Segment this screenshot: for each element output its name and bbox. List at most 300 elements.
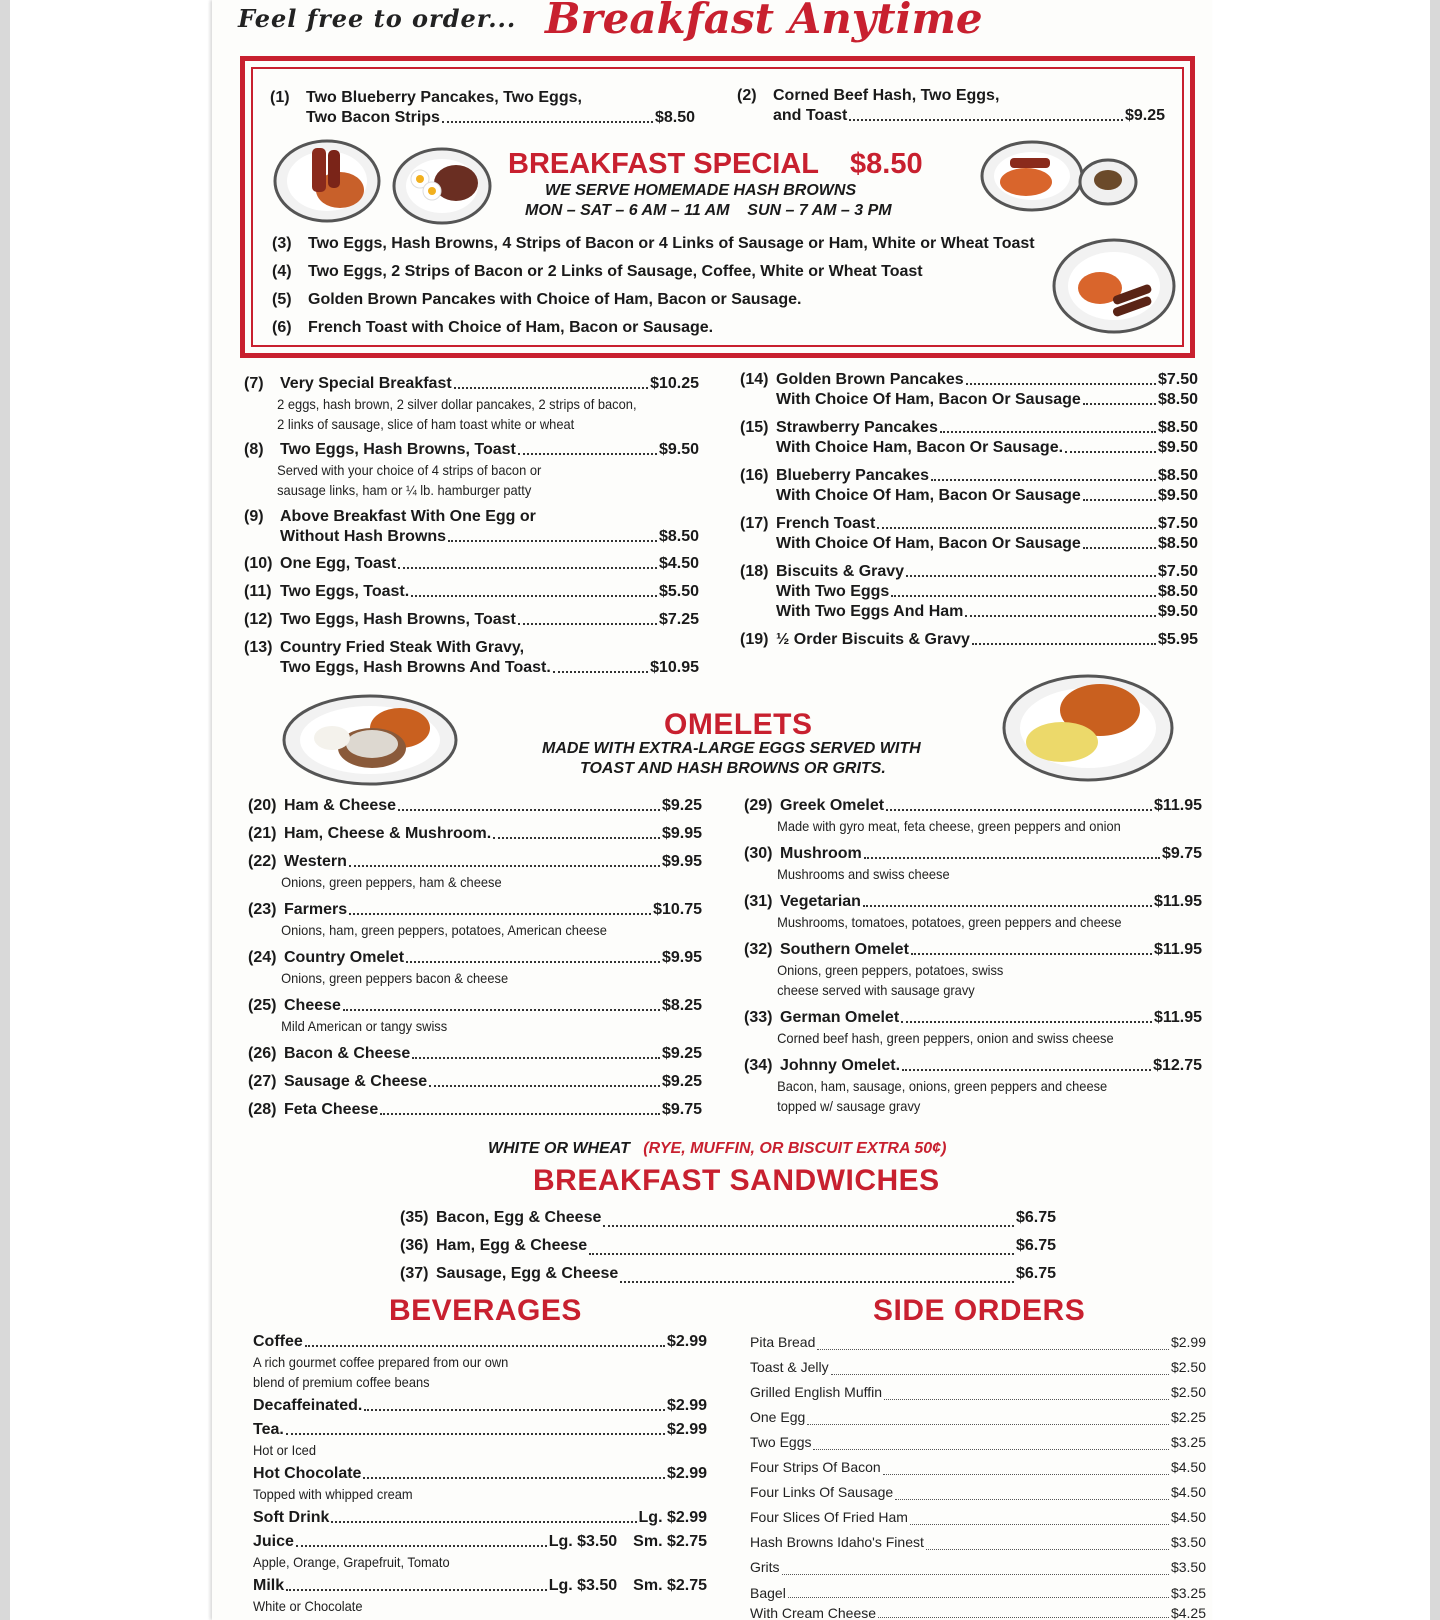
item-price: $6.75	[1015, 1237, 1056, 1254]
menu-line: White or Chocolate	[253, 1598, 363, 1614]
dot-leader	[910, 1521, 1169, 1525]
item-number: (36)	[400, 1237, 429, 1254]
item-name: Farmers	[284, 901, 348, 918]
item-price: $7.50	[1157, 371, 1198, 388]
dot-leader	[926, 1546, 1169, 1550]
item-price: $10.95	[650, 659, 699, 676]
menu-line	[253, 1420, 707, 1440]
item-name: Mushroom	[780, 845, 862, 862]
menu-line	[253, 1332, 707, 1352]
dot-leader	[966, 381, 1156, 385]
menu-line: Served with your choice of 4 strips of bacon or	[277, 462, 542, 478]
menu-line	[253, 1576, 707, 1596]
menu-line	[248, 1072, 702, 1092]
list-item: Grits $3.50	[750, 1559, 1206, 1575]
item-price: $11.95	[1153, 797, 1202, 814]
menu-line	[244, 638, 699, 658]
item-number: (14)	[740, 371, 769, 388]
item-name: Juice	[253, 1533, 294, 1550]
item-price: $5.95	[1157, 631, 1198, 648]
item-price: $7.50	[1157, 515, 1198, 532]
item-name: Two Eggs, Hash Browns, Toast	[280, 611, 516, 628]
item-number: (10)	[244, 555, 273, 572]
sandwich-note: WHITE OR WHEAT (RYE, MUFFIN, OR BISCUIT EXTRA 50¢)	[488, 1140, 947, 1157]
list-item: Bagel $3.25	[750, 1585, 1206, 1601]
list-item	[400, 1204, 1056, 1232]
dot-leader	[286, 1587, 547, 1591]
item-name: Above Breakfast With One Egg or	[280, 508, 536, 525]
dot-leader	[364, 1407, 665, 1411]
item-price: Lg. $3.50	[548, 1533, 618, 1550]
item-name: Ham, Cheese & Mushroom.	[284, 825, 492, 842]
item-name: Strawberry Pancakes	[776, 419, 938, 436]
list-item	[272, 258, 1072, 286]
item-name: Cheese	[284, 997, 341, 1014]
menu-line	[740, 514, 1198, 534]
item-number: (2)	[737, 87, 757, 104]
dot-leader	[286, 1431, 665, 1435]
item-name: Coffee	[253, 1333, 303, 1350]
item-price: $9.25	[661, 1073, 702, 1090]
menu-line	[248, 852, 702, 872]
item-price: $11.95	[1153, 941, 1202, 958]
dot-leader	[398, 807, 660, 811]
menu-line	[244, 582, 699, 602]
item-price: $6.75	[1015, 1209, 1056, 1226]
item-name: Ham & Cheese	[284, 797, 397, 814]
item-name: Two Eggs, 2 Strips of Bacon or 2 Links of Sausage, Coffee, White or Wheat Toast	[308, 263, 923, 280]
item-name: and Toast	[773, 107, 848, 124]
dot-leader	[589, 1251, 1014, 1255]
item-name: Two Eggs, Hash Browns, Toast	[280, 441, 516, 458]
item-price: $9.50	[658, 441, 699, 458]
item-price: $12.75	[1153, 1057, 1202, 1074]
special-hours: MON – SAT – 6 AM – 11 AM SUN – 7 AM – 3 PM	[525, 202, 892, 219]
item-price: $4.50	[658, 555, 699, 572]
list-item: Pita Bread $2.99	[750, 1334, 1206, 1350]
item-price: Sm. $2.75	[633, 1577, 707, 1594]
item-number: (25)	[248, 997, 277, 1014]
bacon-plate-image	[980, 138, 1140, 216]
steak-plate-image	[280, 692, 460, 788]
menu-line: Onions, green peppers, ham & cheese	[281, 874, 502, 890]
item-number: (1)	[270, 89, 290, 106]
item-price: $9.75	[661, 1101, 702, 1118]
dot-leader	[1083, 401, 1156, 405]
side-orders-list	[750, 1330, 1206, 1620]
menu-line: With Choice Of Ham, Bacon Or Sausage $8.50	[776, 535, 1198, 552]
item-name: Two Blueberry Pancakes, Two Eggs,	[306, 89, 582, 106]
item-name: Biscuits & Gravy	[776, 563, 905, 580]
item-number: (33)	[744, 1009, 773, 1026]
menu-line	[244, 507, 699, 527]
item-price: Lg. $3.50	[548, 1577, 618, 1594]
menu-line: A rich gourmet coffee prepared from our own	[253, 1354, 509, 1370]
dot-leader	[1083, 497, 1156, 501]
menu-line: Hot or Iced	[253, 1442, 317, 1458]
menu-line: Onions, ham, green peppers, potatoes, American cheese	[281, 922, 607, 938]
menu-line: topped w/ sausage gravy	[777, 1098, 921, 1114]
list-item: With Cream Cheese $4.25	[750, 1605, 1206, 1620]
menu-line	[248, 900, 702, 920]
item-number: (7)	[244, 375, 264, 392]
dot-leader	[807, 1421, 1169, 1425]
dot-leader	[863, 903, 1152, 907]
menu-line	[244, 658, 699, 678]
dot-leader	[363, 1475, 665, 1479]
item-name: Greek Omelet	[780, 797, 885, 814]
menu-line	[253, 1464, 707, 1484]
list-item: Grilled English Muffin $2.50	[750, 1384, 1206, 1400]
menu-line	[248, 1044, 702, 1064]
item-name: French Toast	[776, 515, 876, 532]
tagline: Feel free to order...	[238, 4, 517, 33]
menu-line	[253, 1396, 707, 1416]
dot-leader	[518, 621, 657, 625]
item-number: (4)	[272, 263, 292, 280]
omelets-right-column	[744, 796, 1202, 1116]
menu-line: Onions, green peppers, potatoes, swiss	[777, 962, 1004, 978]
dot-leader	[429, 1083, 660, 1087]
dot-leader	[849, 117, 1123, 121]
dot-leader	[906, 573, 1156, 577]
dot-leader	[864, 855, 1160, 859]
dot-leader	[349, 863, 660, 867]
dot-leader	[620, 1279, 1014, 1283]
dot-leader	[940, 429, 1156, 433]
menu-line	[253, 1532, 707, 1552]
item-price: $2.99	[666, 1397, 707, 1414]
dot-leader	[911, 951, 1152, 955]
list-item: Four Slices Of Fried Ham $4.50	[750, 1509, 1206, 1525]
item-price: $9.75	[1161, 845, 1202, 862]
dot-leader	[902, 1067, 1151, 1071]
item-price: $8.50	[658, 528, 699, 545]
dot-leader	[412, 1055, 660, 1059]
menu-line: sausage links, ham or ¼ lb. hamburger patty	[277, 482, 532, 498]
dot-leader	[1083, 545, 1156, 549]
dot-leader	[886, 807, 1152, 811]
menu-line	[740, 418, 1198, 438]
menu-line	[244, 527, 699, 547]
list-item: Four Links Of Sausage $4.50	[750, 1484, 1206, 1500]
menu-line	[248, 1100, 702, 1120]
dot-leader	[331, 1519, 636, 1523]
item-price: Lg. $2.99	[638, 1509, 707, 1526]
item-name: Hot Chocolate	[253, 1465, 362, 1482]
dot-leader	[878, 1614, 1169, 1618]
item-price: $9.25	[1124, 107, 1165, 124]
item-price: $9.95	[661, 853, 702, 870]
dot-leader	[831, 1371, 1169, 1375]
dot-leader	[406, 959, 660, 963]
item-number: (6)	[272, 319, 292, 336]
menu-line: cheese served with sausage gravy	[777, 982, 975, 998]
dot-leader	[788, 1594, 1169, 1598]
dot-leader	[883, 1471, 1169, 1475]
dot-leader	[813, 1446, 1168, 1450]
item-price: $6.75	[1015, 1265, 1056, 1282]
item-name: Decaffeinated.	[253, 1397, 363, 1414]
item-number: (35)	[400, 1209, 429, 1226]
menu-line	[737, 106, 1165, 126]
menu-line	[244, 440, 699, 460]
list-item	[400, 1232, 1056, 1260]
sandwiches-title: BREAKFAST SANDWICHES	[533, 1164, 940, 1197]
item-number: (16)	[740, 467, 769, 484]
dot-leader	[296, 1543, 547, 1547]
dot-leader	[442, 119, 653, 123]
item-price: $7.25	[658, 611, 699, 628]
item-name: Corned Beef Hash, Two Eggs,	[773, 87, 1000, 104]
list-item: Two Eggs $3.25	[750, 1434, 1206, 1450]
item-number: (19)	[740, 631, 769, 648]
item-price: $7.50	[1157, 563, 1198, 580]
menu-line	[744, 892, 1202, 912]
list-item	[272, 286, 1072, 314]
item-name: Southern Omelet	[780, 941, 909, 958]
menu-line	[253, 1508, 707, 1528]
item-number: (20)	[248, 797, 277, 814]
item-price: $11.95	[1153, 893, 1202, 910]
dot-leader	[518, 451, 657, 455]
list-item	[272, 314, 1072, 342]
list-item: Hash Browns Idaho's Finest $3.50	[750, 1534, 1206, 1550]
menu-line	[244, 374, 699, 394]
item-name: Country Omelet	[284, 949, 405, 966]
menu-line: Mushrooms and swiss cheese	[777, 866, 950, 882]
special-price: $8.50	[850, 148, 923, 180]
list-item: Toast & Jelly $2.50	[750, 1359, 1206, 1375]
menu-line	[740, 370, 1198, 390]
list-item	[272, 230, 1072, 258]
item-number: (32)	[744, 941, 773, 958]
menu-line: Mushrooms, tomatoes, potatoes, green peppers and cheese	[777, 914, 1122, 930]
menu-line	[248, 824, 702, 844]
menu-line	[248, 948, 702, 968]
item-price: $2.99	[666, 1333, 707, 1350]
item-name: Blueberry Pancakes	[776, 467, 929, 484]
dot-leader	[305, 1343, 665, 1347]
dot-leader	[398, 565, 657, 569]
item-name: Johnny Omelet.	[780, 1057, 901, 1074]
item-number: (15)	[740, 419, 769, 436]
menu-line	[744, 844, 1202, 864]
item-name: ½ Order Biscuits & Gravy	[776, 631, 970, 648]
item-price: $5.50	[658, 583, 699, 600]
item-price: $10.25	[650, 375, 699, 392]
item-name: Ham, Egg & Cheese	[436, 1237, 588, 1254]
dot-leader	[931, 477, 1156, 481]
item-number: (27)	[248, 1073, 277, 1090]
item-name: Bacon, Egg & Cheese	[436, 1209, 602, 1226]
item-name: Soft Drink	[253, 1509, 330, 1526]
item-price: $8.50	[1157, 419, 1198, 436]
item-name: Feta Cheese	[284, 1101, 379, 1118]
breakfast-left-column	[244, 374, 699, 678]
menu-line: With Two Eggs $8.50	[776, 583, 1198, 600]
page-title: Breakfast Anytime	[545, 0, 983, 43]
sandwiches-list	[400, 1204, 1056, 1288]
special-item-1	[270, 88, 695, 128]
dot-leader	[884, 1396, 1169, 1400]
menu-line	[744, 796, 1202, 816]
menu-line: With Choice Of Ham, Bacon Or Sausage $9.50	[776, 487, 1198, 504]
item-name: Very Special Breakfast	[280, 375, 452, 392]
menu-line	[740, 466, 1198, 486]
menu-line	[744, 1008, 1202, 1028]
menu-line: With Two Eggs And Ham $9.50	[776, 603, 1198, 620]
dot-leader	[493, 835, 660, 839]
menu-line: blend of premium coffee beans	[253, 1374, 430, 1390]
menu-line: 2 links of sausage, slice of ham toast white or wheat	[277, 416, 575, 432]
item-number: (13)	[244, 639, 273, 656]
item-number: (17)	[740, 515, 769, 532]
menu-line	[270, 108, 695, 128]
dot-leader	[1065, 449, 1156, 453]
item-number: (18)	[740, 563, 769, 580]
dot-leader	[782, 1571, 1169, 1575]
item-number: (11)	[244, 583, 272, 600]
dot-leader	[553, 669, 648, 673]
menu-line	[244, 610, 699, 630]
item-number: (5)	[272, 291, 292, 308]
item-price: $2.99	[666, 1421, 707, 1438]
menu-line: Onions, green peppers bacon & cheese	[281, 970, 509, 986]
item-price: $9.95	[661, 949, 702, 966]
item-name: Western	[284, 853, 347, 870]
list-item	[400, 1260, 1056, 1288]
item-name: Sausage, Egg & Cheese	[436, 1265, 619, 1282]
item-name: German Omelet	[780, 1009, 900, 1026]
breakfast-right-column	[740, 370, 1198, 650]
item-number: (34)	[744, 1057, 773, 1074]
item-number: (31)	[744, 893, 773, 910]
dot-leader	[891, 593, 1156, 597]
item-number: (29)	[744, 797, 773, 814]
item-name: Milk	[253, 1577, 285, 1594]
menu-line: Topped with whipped cream	[253, 1486, 413, 1502]
dot-leader	[877, 525, 1156, 529]
dot-leader	[901, 1019, 1152, 1023]
omelet-plate-image	[1000, 672, 1176, 784]
item-name: Bacon & Cheese	[284, 1045, 411, 1062]
special-heading: BREAKFAST SPECIAL	[508, 148, 819, 180]
list-item: Four Strips Of Bacon $4.50	[750, 1459, 1206, 1475]
dot-leader	[895, 1496, 1169, 1500]
item-name: Sausage & Cheese	[284, 1073, 428, 1090]
item-price: $9.25	[661, 1045, 702, 1062]
item-number: (37)	[400, 1265, 429, 1282]
item-price: $8.50	[1157, 467, 1198, 484]
omelets-subtitle-2: TOAST AND HASH BROWNS OR GRITS.	[580, 760, 886, 777]
item-name: Golden Brown Pancakes with Choice of Ham, Bacon or Sausage.	[308, 291, 802, 308]
item-number: (26)	[248, 1045, 277, 1062]
item-number: (12)	[244, 611, 273, 628]
menu-line	[244, 554, 699, 574]
omelets-title: OMELETS	[664, 708, 813, 741]
menu-line: Bacon, ham, sausage, onions, green peppers and cheese	[777, 1078, 1108, 1094]
item-name: Without Hash Browns	[280, 528, 447, 545]
menu-line: Mild American or tangy swiss	[281, 1018, 448, 1034]
item-price: $10.75	[653, 901, 702, 918]
menu-line	[740, 562, 1198, 582]
item-price: $8.25	[661, 997, 702, 1014]
dot-leader	[972, 641, 1156, 645]
dot-leader	[343, 1007, 660, 1011]
item-number: (8)	[244, 441, 264, 458]
item-number: (22)	[248, 853, 277, 870]
dot-leader	[603, 1223, 1014, 1227]
beverages-list	[253, 1332, 707, 1616]
item-name: Two Bacon Strips	[306, 109, 440, 126]
menu-line	[270, 88, 695, 108]
menu-line: Made with gyro meat, feta cheese, green peppers and onion	[777, 818, 1121, 834]
item-price: $9.25	[661, 797, 702, 814]
pancake-plate-image	[272, 138, 382, 224]
item-price: $8.50	[654, 109, 695, 126]
item-name: French Toast with Choice of Ham, Bacon or Sausage.	[308, 319, 714, 336]
menu-line	[248, 796, 702, 816]
item-price: $9.95	[661, 825, 702, 842]
item-name: Two Eggs, Toast.	[280, 583, 410, 600]
omelets-left-column	[248, 796, 702, 1120]
dot-leader	[965, 613, 1156, 617]
item-number: (21)	[248, 825, 277, 842]
item-price: $11.95	[1153, 1009, 1202, 1026]
item-number: (9)	[244, 508, 264, 525]
item-name: One Egg, Toast	[280, 555, 397, 572]
item-number: (30)	[744, 845, 773, 862]
list-item: One Egg $2.25	[750, 1409, 1206, 1425]
menu-line: Apple, Orange, Grapefruit, Tomato	[253, 1554, 450, 1570]
item-number: (3)	[272, 235, 292, 252]
dot-leader	[411, 593, 657, 597]
dot-leader	[448, 538, 657, 542]
item-number: (24)	[248, 949, 277, 966]
menu-line: 2 eggs, hash brown, 2 silver dollar pancakes, 2 strips of bacon,	[277, 396, 637, 412]
item-name: Tea.	[253, 1421, 284, 1438]
menu-line	[737, 86, 1165, 106]
dot-leader	[817, 1346, 1169, 1350]
dot-leader	[380, 1111, 660, 1115]
menu-line: Corned beef hash, green peppers, onion and swiss cheese	[777, 1030, 1114, 1046]
item-name: Country Fried Steak With Gravy,	[280, 639, 525, 656]
menu-line	[744, 940, 1202, 960]
menu-line	[248, 996, 702, 1016]
menu-line	[740, 630, 1198, 650]
special-subtitle: WE SERVE HOMEMADE HASH BROWNS	[545, 182, 857, 199]
menu-line	[744, 1056, 1202, 1076]
special-item-2	[737, 86, 1165, 126]
item-name: Golden Brown Pancakes	[776, 371, 964, 388]
dot-leader	[349, 911, 651, 915]
item-number: (23)	[248, 901, 277, 918]
menu-line: With Choice Of Ham, Bacon Or Sausage $8.50	[776, 391, 1198, 408]
beverages-title: BEVERAGES	[389, 1294, 582, 1327]
side-orders-title: SIDE ORDERS	[873, 1294, 1086, 1327]
item-price: $2.99	[666, 1465, 707, 1482]
item-name: Two Eggs, Hash Browns, 4 Strips of Bacon or 4 Links of Sausage or Ham, White or Wheat Toast	[308, 235, 1035, 252]
hash-plate-image	[392, 145, 492, 227]
dot-leader	[454, 385, 648, 389]
special-items-list	[272, 230, 1072, 342]
menu-line: With Choice Ham, Bacon Or Sausage. $9.50	[776, 439, 1198, 456]
item-name: Vegetarian	[780, 893, 861, 910]
item-price: Sm. $2.75	[633, 1533, 707, 1550]
item-number: (28)	[248, 1101, 277, 1118]
item-name: Two Eggs, Hash Browns And Toast.	[280, 659, 551, 676]
